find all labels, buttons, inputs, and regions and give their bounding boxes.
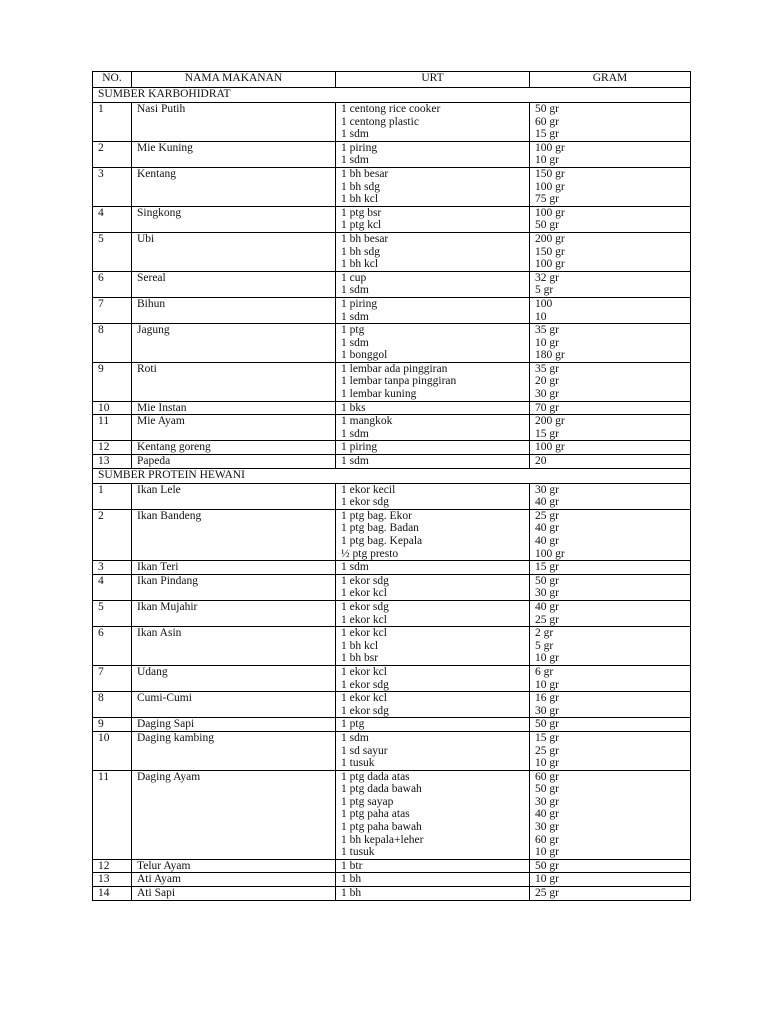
table-row — [93, 600, 691, 626]
row-number: 6 — [93, 627, 132, 666]
gram-cell — [530, 509, 691, 560]
urt-cell — [336, 873, 530, 887]
urt-cell-line: 1 sdm — [341, 336, 369, 349]
gram-cell — [530, 167, 691, 206]
food-name: Bihun — [132, 297, 336, 323]
row-number: 11 — [93, 770, 132, 859]
urt-cell-line: 1 ptg bag. Badan — [341, 522, 419, 535]
gram-cell-line: 50 gr — [535, 574, 559, 587]
gram-cell-line: 30 gr — [535, 388, 559, 401]
row-number: 2 — [93, 141, 132, 167]
gram-cell-line: 30 gr — [535, 821, 559, 834]
gram-cell-line: 35 gr — [535, 362, 559, 375]
gram-cell-line: 60 gr — [535, 115, 559, 128]
food-name: Ikan Bandeng — [132, 509, 336, 560]
gram-cell-line: 60 gr — [535, 770, 559, 783]
section-title: SUMBER KARBOHIDRAT — [93, 88, 691, 103]
urt-cell — [336, 600, 530, 626]
urt-cell-line: 1 bh besar — [341, 167, 389, 180]
urt-cell-line: 1 ekor kcl — [341, 627, 387, 640]
table-row — [93, 718, 691, 732]
table-header-row — [93, 72, 691, 88]
gram-cell-line: 100 gr — [535, 180, 565, 193]
food-name: Cumi-Cumi — [132, 692, 336, 718]
urt-cell-line: 1 ekor kcl — [341, 665, 387, 678]
food-portion-table — [92, 71, 691, 901]
urt-cell — [336, 324, 530, 363]
gram-cell — [530, 731, 691, 770]
gram-cell — [530, 206, 691, 232]
food-name: Mie Instan — [132, 401, 336, 415]
urt-cell-line: 1 lembar kuning — [341, 388, 417, 401]
urt-cell-line: 1 sdm — [341, 561, 369, 574]
section-title: SUMBER PROTEIN HEWANI — [93, 468, 691, 483]
gram-cell-line: 60 gr — [535, 833, 559, 846]
gram-cell-line: 2 gr — [535, 627, 554, 640]
urt-cell — [336, 887, 530, 901]
table-row — [93, 873, 691, 887]
gram-cell-line: 30 gr — [535, 704, 559, 717]
row-number: 8 — [93, 692, 132, 718]
urt-cell — [336, 574, 530, 600]
gram-cell — [530, 859, 691, 873]
urt-cell — [336, 770, 530, 859]
gram-cell-line: 5 gr — [535, 639, 554, 652]
gram-cell-line: 40 gr — [535, 808, 559, 821]
gram-cell-line: 25 gr — [535, 744, 559, 757]
row-number: 3 — [93, 167, 132, 206]
urt-cell-line: 1 bh kcl — [341, 258, 379, 271]
gram-cell — [530, 271, 691, 297]
food-name: Udang — [132, 665, 336, 691]
urt-cell-line: 1 ekor kcl — [341, 692, 387, 705]
gram-cell-line: 10 — [535, 310, 547, 323]
gram-cell-line: 10 gr — [535, 846, 559, 859]
table-row — [93, 574, 691, 600]
gram-cell — [530, 692, 691, 718]
table-row — [93, 692, 691, 718]
table-row — [93, 483, 691, 509]
gram-cell-line: 25 gr — [535, 887, 559, 900]
urt-cell — [336, 509, 530, 560]
gram-cell — [530, 401, 691, 415]
urt-cell — [336, 297, 530, 323]
gram-cell-line: 100 — [535, 297, 553, 310]
gram-cell — [530, 627, 691, 666]
row-number: 1 — [93, 103, 132, 142]
gram-cell-line: 30 gr — [535, 483, 559, 496]
urt-cell-line: 1 lembar tanpa pinggiran — [341, 375, 457, 388]
gram-cell-line: 20 — [535, 455, 547, 468]
urt-cell — [336, 167, 530, 206]
urt-cell-line: 1 ptg — [341, 718, 365, 731]
row-number: 10 — [93, 731, 132, 770]
gram-cell-line: 40 gr — [535, 600, 559, 613]
gram-cell-line: 100 gr — [535, 206, 565, 219]
urt-cell-line: 1 ekor kecil — [341, 483, 396, 496]
gram-cell-line: 30 gr — [535, 795, 559, 808]
urt-cell — [336, 362, 530, 401]
table-row — [93, 859, 691, 873]
gram-cell-line: 180 gr — [535, 349, 565, 362]
urt-cell — [336, 665, 530, 691]
row-number: 8 — [93, 324, 132, 363]
gram-cell-line: 50 gr — [535, 859, 559, 872]
urt-cell-line: 1 ptg bsr — [341, 206, 382, 219]
row-number: 5 — [93, 232, 132, 271]
food-name: Kentang goreng — [132, 441, 336, 455]
gram-cell-line: 16 gr — [535, 692, 559, 705]
food-name: Mie Ayam — [132, 415, 336, 441]
urt-cell — [336, 627, 530, 666]
urt-cell — [336, 561, 530, 575]
food-name: Papeda — [132, 455, 336, 469]
gram-cell — [530, 873, 691, 887]
food-name: Daging Sapi — [132, 718, 336, 732]
row-number: 7 — [93, 297, 132, 323]
gram-cell-line: 200 gr — [535, 232, 565, 245]
gram-cell-line: 35 gr — [535, 324, 559, 337]
header-urt: URT — [336, 72, 530, 88]
gram-cell-line: 70 gr — [535, 401, 559, 414]
urt-cell-line: 1 sdm — [341, 284, 369, 297]
urt-cell-line: 1 bh kepala+leher — [341, 833, 424, 846]
gram-cell-line: 50 gr — [535, 219, 559, 232]
table-row — [93, 324, 691, 363]
row-number: 12 — [93, 859, 132, 873]
gram-cell-line: 10 gr — [535, 757, 559, 770]
urt-cell-line: 1 bh kcl — [341, 193, 379, 206]
gram-cell-line: 10 gr — [535, 652, 559, 665]
urt-cell — [336, 232, 530, 271]
urt-cell-line: 1 tusuk — [341, 757, 375, 770]
urt-cell-line: 1 ptg bag. Kepala — [341, 535, 423, 547]
urt-cell — [336, 731, 530, 770]
gram-cell — [530, 665, 691, 691]
urt-cell-line: 1 ptg — [341, 324, 365, 337]
gram-cell — [530, 770, 691, 859]
table-row — [93, 561, 691, 575]
table-row — [93, 141, 691, 167]
gram-cell — [530, 362, 691, 401]
table-row — [93, 206, 691, 232]
food-name: Nasi Putih — [132, 103, 336, 142]
section-header-row — [93, 468, 691, 483]
urt-cell — [336, 103, 530, 142]
food-name: Ikan Lele — [132, 483, 336, 509]
gram-cell-line: 100 gr — [535, 547, 565, 560]
gram-cell-line: 32 gr — [535, 271, 559, 284]
urt-cell-line: ½ ptg presto — [341, 547, 399, 560]
urt-cell-line: 1 ekor sdg — [341, 574, 389, 587]
urt-cell — [336, 441, 530, 455]
urt-cell-line: 1 ekor sdg — [341, 600, 389, 613]
table-row — [93, 455, 691, 469]
gram-cell-line: 40 gr — [535, 496, 559, 509]
gram-cell-line: 50 gr — [535, 783, 559, 796]
row-number: 13 — [93, 455, 132, 469]
table-row — [93, 271, 691, 297]
gram-cell-line: 10 gr — [535, 873, 559, 886]
urt-cell-line: 1 ptg paha bawah — [341, 821, 422, 834]
gram-cell-line: 100 gr — [535, 441, 565, 454]
food-name: Daging kambing — [132, 731, 336, 770]
gram-cell-line: 75 gr — [535, 193, 559, 206]
urt-cell — [336, 483, 530, 509]
section-header-row — [93, 88, 691, 103]
urt-cell-line: 1 ekor kcl — [341, 613, 387, 626]
gram-cell — [530, 718, 691, 732]
urt-cell — [336, 718, 530, 732]
gram-cell — [530, 324, 691, 363]
urt-cell — [336, 455, 530, 469]
food-name: Ikan Mujahir — [132, 600, 336, 626]
food-name: Kentang — [132, 167, 336, 206]
table-row — [93, 731, 691, 770]
gram-cell-line: 15 gr — [535, 128, 559, 141]
gram-cell-line: 6 gr — [535, 665, 554, 678]
food-name: Singkong — [132, 206, 336, 232]
gram-cell-line: 25 gr — [535, 509, 559, 522]
table-row — [93, 665, 691, 691]
urt-cell-line: 1 sdm — [341, 310, 369, 323]
gram-cell — [530, 232, 691, 271]
gram-cell — [530, 600, 691, 626]
urt-cell-line: 1 sdm — [341, 128, 369, 141]
urt-cell-line: 1 ekor sdg — [341, 704, 389, 717]
gram-cell-line: 15 gr — [535, 731, 559, 744]
gram-cell-line: 25 gr — [535, 613, 559, 626]
urt-cell — [336, 141, 530, 167]
gram-cell — [530, 141, 691, 167]
urt-cell-line: 1 sdm — [341, 731, 369, 744]
urt-cell-line: 1 ekor kcl — [341, 587, 387, 600]
row-number: 2 — [93, 509, 132, 560]
food-name: Mie Kuning — [132, 141, 336, 167]
urt-cell-line: 1 bh — [341, 887, 362, 900]
urt-cell-line: 1 sdm — [341, 154, 369, 167]
row-number: 10 — [93, 401, 132, 415]
table-row — [93, 509, 691, 560]
gram-cell-line: 50 gr — [535, 718, 559, 731]
gram-cell — [530, 574, 691, 600]
food-name: Ati Sapi — [132, 887, 336, 901]
food-name: Telur Ayam — [132, 859, 336, 873]
urt-cell — [336, 206, 530, 232]
urt-cell-line: 1 piring — [341, 441, 378, 454]
gram-cell-line: 50 gr — [535, 103, 559, 115]
food-name: Jagung — [132, 324, 336, 363]
urt-cell-line: 1 bh bsr — [341, 652, 379, 665]
urt-cell-line: 1 bh sdg — [341, 180, 380, 193]
gram-cell-line: 30 gr — [535, 587, 559, 600]
food-name: Sereal — [132, 271, 336, 297]
row-number: 4 — [93, 206, 132, 232]
gram-cell-line: 40 gr — [535, 535, 559, 547]
urt-cell — [336, 859, 530, 873]
table-row — [93, 441, 691, 455]
urt-cell-line: 1 bh sdg — [341, 245, 380, 258]
urt-cell-line: 1 sdm — [341, 455, 369, 468]
urt-cell — [336, 692, 530, 718]
row-number: 13 — [93, 873, 132, 887]
gram-cell — [530, 103, 691, 142]
food-name: Ikan Teri — [132, 561, 336, 575]
table-row — [93, 627, 691, 666]
food-name: Daging Ayam — [132, 770, 336, 859]
food-name: Ati Ayam — [132, 873, 336, 887]
urt-cell-line: 1 centong plastic — [341, 115, 419, 128]
urt-cell-line: 1 lembar ada pinggiran — [341, 362, 448, 375]
row-number: 1 — [93, 483, 132, 509]
table-row — [93, 770, 691, 859]
gram-cell-line: 150 gr — [535, 167, 565, 180]
gram-cell-line: 15 gr — [535, 561, 559, 574]
urt-cell-line: 1 sd sayur — [341, 744, 388, 757]
table-row — [93, 415, 691, 441]
gram-cell-line: 100 gr — [535, 141, 565, 154]
row-number: 9 — [93, 718, 132, 732]
table-row — [93, 297, 691, 323]
table-row — [93, 362, 691, 401]
food-name: Ikan Asin — [132, 627, 336, 666]
urt-cell-line: 1 centong rice cooker — [341, 103, 441, 115]
urt-cell-line: 1 ptg dada atas — [341, 770, 410, 783]
urt-cell-line: 1 mangkok — [341, 415, 393, 428]
row-number: 5 — [93, 600, 132, 626]
row-number: 11 — [93, 415, 132, 441]
gram-cell — [530, 561, 691, 575]
gram-cell — [530, 415, 691, 441]
urt-cell-line: 1 ptg paha atas — [341, 808, 410, 821]
gram-cell-line: 15 gr — [535, 427, 559, 440]
urt-cell-line: 1 bonggol — [341, 349, 388, 362]
row-number: 9 — [93, 362, 132, 401]
row-number: 7 — [93, 665, 132, 691]
urt-cell-line: 1 bks — [341, 401, 366, 414]
gram-cell — [530, 483, 691, 509]
table-row — [93, 167, 691, 206]
row-number: 14 — [93, 887, 132, 901]
row-number: 4 — [93, 574, 132, 600]
urt-cell-line: 1 btr — [341, 859, 363, 872]
gram-cell — [530, 455, 691, 469]
food-name: Ikan Pindang — [132, 574, 336, 600]
row-number: 6 — [93, 271, 132, 297]
urt-cell — [336, 271, 530, 297]
row-number: 3 — [93, 561, 132, 575]
table-row — [93, 401, 691, 415]
urt-cell — [336, 415, 530, 441]
gram-cell — [530, 297, 691, 323]
urt-cell-line: 1 ekor sdg — [341, 678, 389, 691]
header-no: NO. — [93, 72, 132, 88]
urt-cell-line: 1 bh — [341, 873, 362, 886]
row-number: 12 — [93, 441, 132, 455]
urt-cell-line: 1 sdm — [341, 427, 369, 440]
gram-cell-line: 150 gr — [535, 245, 565, 258]
gram-cell-line: 10 gr — [535, 336, 559, 349]
table-row — [93, 887, 691, 901]
urt-cell-line: 1 tusuk — [341, 846, 375, 859]
document-page — [92, 71, 690, 901]
urt-cell-line: 1 ptg dada bawah — [341, 783, 422, 796]
urt-cell-line: 1 cup — [341, 271, 367, 284]
table-body — [93, 88, 691, 901]
gram-cell — [530, 887, 691, 901]
gram-cell-line: 5 gr — [535, 284, 554, 297]
urt-cell-line: 1 ptg kcl — [341, 219, 382, 232]
header-gram: GRAM — [530, 72, 691, 88]
food-name: Ubi — [132, 232, 336, 271]
urt-cell-line: 1 ptg sayap — [341, 795, 394, 808]
urt-cell-line: 1 piring — [341, 297, 378, 310]
urt-cell-line: 1 bh kcl — [341, 639, 379, 652]
gram-cell-line: 100 gr — [535, 258, 565, 271]
urt-cell — [336, 401, 530, 415]
gram-cell-line: 40 gr — [535, 522, 559, 535]
gram-cell-line: 10 gr — [535, 154, 559, 167]
urt-cell-line: 1 ptg bag. Ekor — [341, 509, 412, 522]
gram-cell-line: 20 gr — [535, 375, 559, 388]
header-food-name: NAMA MAKANAN — [132, 72, 336, 88]
urt-cell-line: 1 ekor sdg — [341, 496, 389, 509]
food-name: Roti — [132, 362, 336, 401]
gram-cell-line: 10 gr — [535, 678, 559, 691]
urt-cell-line: 1 piring — [341, 141, 378, 154]
table-row — [93, 232, 691, 271]
table-row — [93, 103, 691, 142]
gram-cell — [530, 441, 691, 455]
gram-cell-line: 200 gr — [535, 415, 565, 428]
urt-cell-line: 1 bh besar — [341, 232, 389, 245]
